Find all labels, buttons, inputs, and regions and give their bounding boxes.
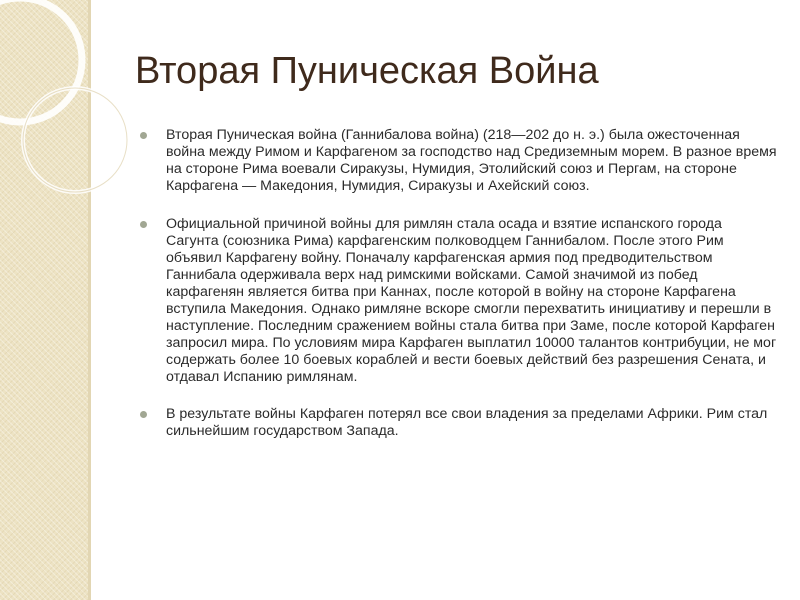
list-item — [137, 127, 777, 195]
bullet-dot-icon — [140, 221, 147, 228]
paragraph-text: Официальной причиной войны для римлян стала осада и взятие испанского города Сагунта (союзника Рима) карфагенским полководцем Ганнибалом. После этого Рим объявил Карфагену войну. Поначалу карфагенская армия под предводительством Ганнибала одерживала верх над римскими войсками. Самой значимой из побед карфагенян является битва при Каннах, после которой в войну на стороне Карфагена вступила Македония. Однако римляне вскоре смогли перехватить инициативу и перешли в наступление. Последним сражением войны стала битва при Заме, после которой Карфаген запросил мира. По условиям мира Карфаген выплатил 10000 талантов контрибуции, не мог содержать более 10 боевых кораблей и вести боевых действий без разрешения Сената, и отдавал Испанию римлянам. — [166, 216, 777, 385]
deco-ring-medium — [23, 88, 127, 192]
slide-title: Вторая Пуническая Война — [135, 50, 599, 92]
list-item — [137, 406, 777, 440]
paragraph-text: Вторая Пуническая война (Ганнибалова война) (218—202 до н. э.) была ожесточенная война между Римом и Карфагеном за господство над Средиземным морем. В разное время на стороне Рима воевали Сиракузы, Нумидия, Этолийский союз и Пергам, на стороне Карфагена — Македония, Нумидия, Сиракузы и Ахейский союз. — [166, 127, 777, 194]
deco-ring-large — [0, 0, 82, 122]
bullet-list — [137, 127, 777, 461]
list-item — [137, 216, 777, 386]
paragraph-text: В результате войны Карфаген потерял все свои владения за пределами Африки. Рим стал сильнейшим государством Запада. — [166, 406, 768, 439]
bullet-dot-icon — [140, 132, 147, 139]
bullet-dot-icon — [140, 411, 147, 418]
decorative-circles — [0, 0, 160, 230]
